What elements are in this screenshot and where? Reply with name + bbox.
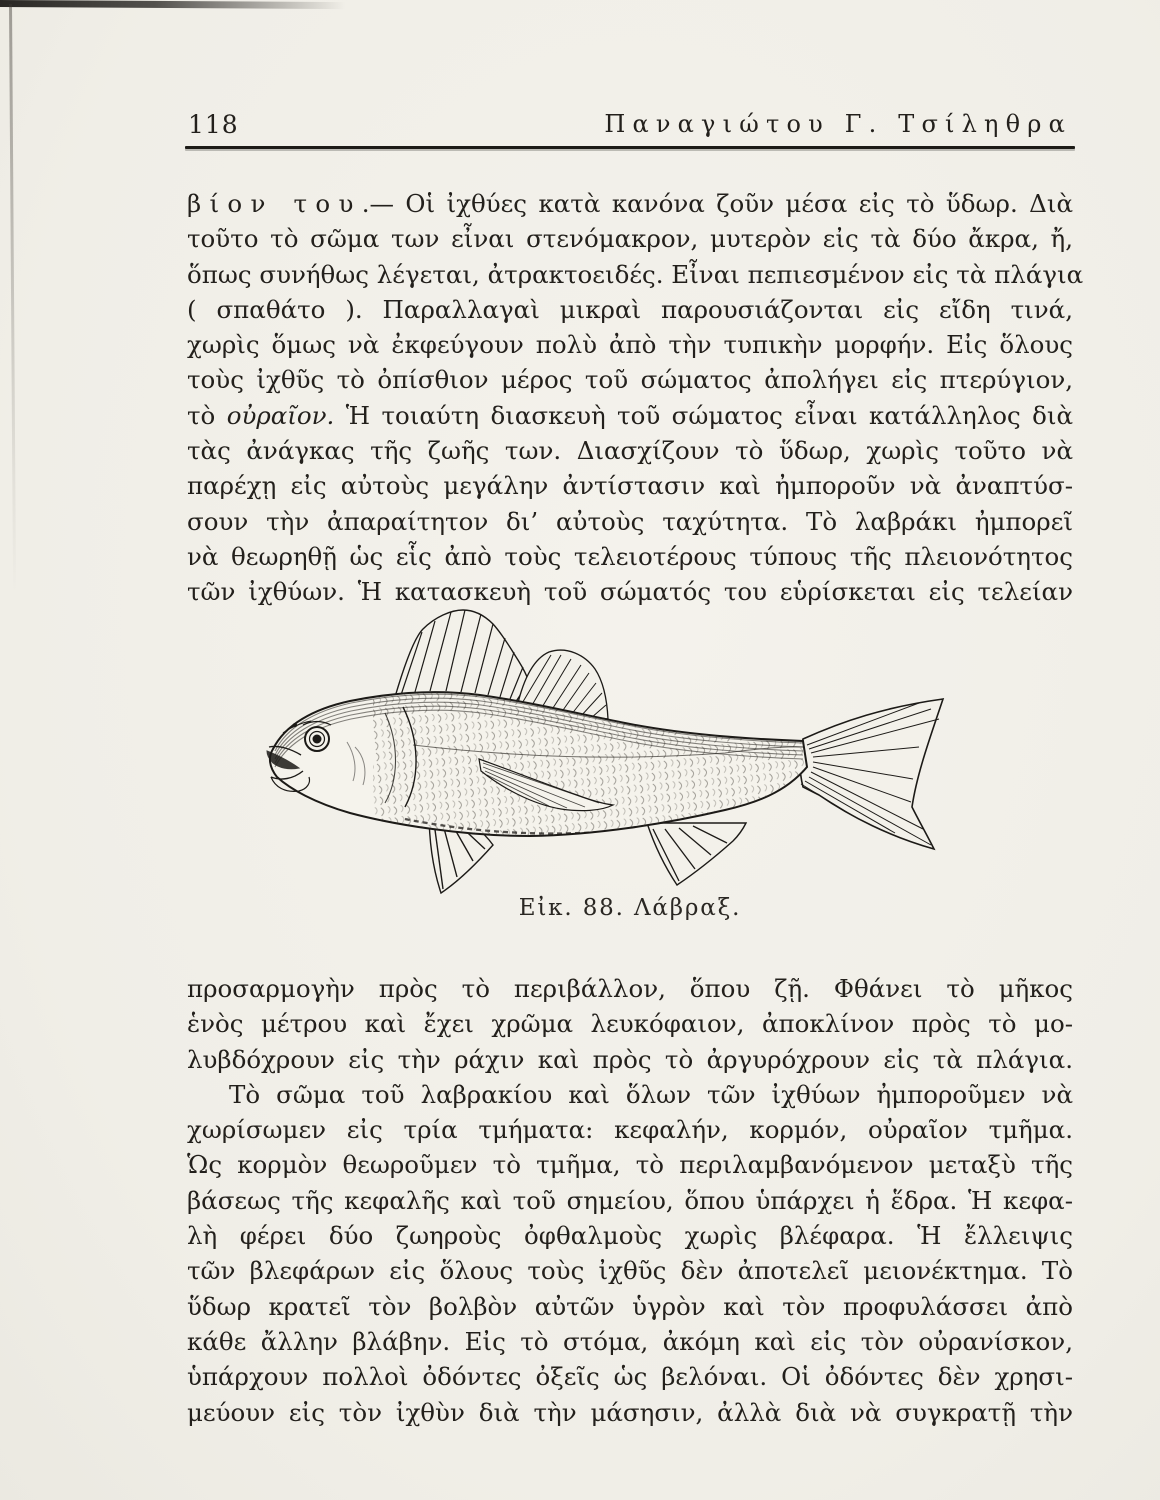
text-segment: ὕδωρ κρατεῖ τὸν βολβὸν αὐτῶν ὑγρὸν καὶ τὸν προφυλάσσει ἀπὸ <box>187 1291 1073 1321</box>
text-segment: ἑνὸς μέτρου καὶ ἔχει χρῶμα λευκόφαιον, ἀποκλίνον πρὸς τὸ μο- <box>187 1009 1073 1039</box>
text-line <box>187 221 1073 256</box>
caudal-fin <box>800 699 943 849</box>
text-line <box>187 1147 1073 1182</box>
text-segment: τῶν ἰχθύων. Ἡ κατασκευὴ τοῦ σώματός του εὑρίσκεται εἰς τελείαν <box>187 577 1073 607</box>
text-segment: λυβδόχρουν εἰς τὴν ράχιν καὶ πρὸς τὸ ἀργυρόχρουν εἰς τὰ πλάγια. <box>187 1044 1073 1074</box>
text-line <box>187 1289 1073 1324</box>
text-line <box>187 257 1084 292</box>
text-line <box>187 1218 1073 1253</box>
nostril <box>293 723 297 727</box>
text-line <box>187 1395 1073 1430</box>
text-segment: Τὸ σῶμα τοῦ λαβρακίου καὶ ὅλων τῶν ἰχθύων ἠμποροῦμεν νὰ <box>229 1079 1073 1109</box>
text-line <box>187 468 1073 503</box>
scan-edge-artifact-top <box>0 0 345 9</box>
page-number: 118 <box>188 110 239 139</box>
italic-text: οὐραῖον. <box>226 400 335 430</box>
scan-edge-artifact-left <box>9 4 16 594</box>
text-segment: βάσεως τῆς κεφαλῆς καὶ τοῦ σημείου, ὅπου ὑπάρχει ἡ ἕδρα. Ἡ κεφα- <box>187 1185 1073 1215</box>
text-line <box>187 186 1073 221</box>
running-title: Παναγιώτου Γ. Τσίληθρα <box>604 110 1072 138</box>
figure-container <box>255 597 955 897</box>
text-segment: τὰς ἀνάγκας τῆς ζωῆς των. Διασχίζουν τὸ ὕδωρ, χωρὶς τοῦτο νὰ <box>187 436 1073 466</box>
letterspaced-text: βίον του <box>187 189 362 218</box>
text-segment: χωρὶς ὅμως νὰ ἐκφεύγουν πολὺ ἀπὸ τὴν τυπικὴν μορφήν. Εἰς ὅλους <box>187 330 1073 360</box>
text-segment: τοῦτο τὸ σῶμα των εἶναι στενόμακρον, μυτερὸν εἰς τὰ δύο ἄκρα, ἤ, <box>187 224 1073 254</box>
text-segment: .— Οἱ ἰχθύες κατὰ κανόνα ζοῦν μέσα εἰς τὸ ὕδωρ. Διὰ <box>361 189 1073 218</box>
text-segment: Ἡ τοιαύτη διασκευὴ τοῦ σώματος εἶναι κατάλληλος διὰ <box>334 400 1073 430</box>
text-line <box>187 1324 1073 1359</box>
text-segment: σουν τὴν ἀπαραίτητον δι’ αὐτοὺς ταχύτητα. Τὸ λαβράκι ἠμπορεῖ <box>187 506 1073 536</box>
text-segment: μεύουν εἰς τὸν ἰχθὺν διὰ τὴν μάσησιν, ἀλλὰ διὰ νὰ συγκρατῇ τὴν <box>187 1397 1073 1427</box>
text-segment: τὸ <box>187 400 227 430</box>
text-line <box>187 971 1073 1006</box>
text-line <box>187 1183 1073 1218</box>
text-segment: ὅπως συνήθως λέγεται, ἀτρακτοειδές. Εἶναι πεπιεσμένον εἰς τὰ πλάγια <box>187 259 1084 289</box>
body-text-block-2 <box>187 971 1073 1430</box>
text-line <box>187 1112 1073 1147</box>
text-segment: τοὺς ἰχθῦς τὸ ὀπίσθιον μέρος τοῦ σώματος ἀπολήγει εἰς πτερύγιον, <box>187 365 1073 395</box>
text-segment: παρέχῃ εἰς αὐτοὺς μεγάλην ἀντίστασιν καὶ ἠμποροῦν νὰ ἀναπτύσ- <box>187 471 1073 501</box>
text-segment: προσαρμογὴν πρὸς τὸ περιβάλλον, ὅπου ζῇ. Φθάνει τὸ μῆκος <box>187 974 1073 1003</box>
text-segment: ( σπαθάτο ). Παραλλαγαὶ μικραὶ παρουσιάζονται εἰς εἴδη τινά, <box>187 294 1073 324</box>
text-line <box>187 1006 1073 1041</box>
text-line <box>187 504 1073 539</box>
text-segment: Ὡς κορμὸν θεωροῦμεν τὸ τμῆμα, τὸ περιλαμβανόμενον μεταξὺ τῆς <box>187 1150 1073 1180</box>
header-rule <box>185 146 1075 149</box>
text-line <box>187 362 1073 397</box>
text-line <box>187 398 1073 433</box>
fish-illustration <box>255 597 955 897</box>
text-segment: τῶν βλεφάρων εἰς ὅλους τοὺς ἰχθῦς δὲν ἀποτελεῖ μειονέκτημα. Τὸ <box>187 1256 1073 1286</box>
text-line <box>187 292 1073 327</box>
text-line <box>187 539 1073 574</box>
text-line <box>187 1042 1073 1077</box>
text-line <box>187 1359 1073 1394</box>
text-line <box>187 1253 1073 1288</box>
anal-fin <box>647 823 746 885</box>
text-segment: κάθε ἄλλην βλάβην. Εἰς τὸ στόμα, ἀκόμη καὶ εἰς τὸν οὐρανίσκον, <box>187 1326 1073 1356</box>
text-line <box>187 327 1073 362</box>
text-segment: λὴ φέρει δύο ζωηροὺς ὀφθαλμοὺς χωρὶς βλέφαρα. Ἡ ἔλλειψις <box>187 1221 1073 1251</box>
figure-caption: Εἰκ. 88. Λάβραξ. <box>518 895 742 921</box>
dorsal-fin-spiny <box>395 610 529 703</box>
text-line <box>187 1077 1073 1112</box>
text-segment: ὑπάρχουν πολλοὶ ὀδόντες ὀξεῖς ὡς βελόναι. Οἱ ὀδόντες δὲν χρησι- <box>187 1362 1073 1392</box>
body-text-block-1 <box>187 186 1084 610</box>
text-segment: νὰ θεωρηθῇ ὡς εἷς ἀπὸ τοὺς τελειοτέρους τύπους τῆς πλειονότητος <box>187 541 1073 571</box>
text-segment: χωρίσωμεν εἰς τρία τμήματα: κεφαλήν, κορμόν, οὐραῖον τμῆμα. <box>187 1115 1073 1145</box>
text-line <box>187 433 1073 468</box>
